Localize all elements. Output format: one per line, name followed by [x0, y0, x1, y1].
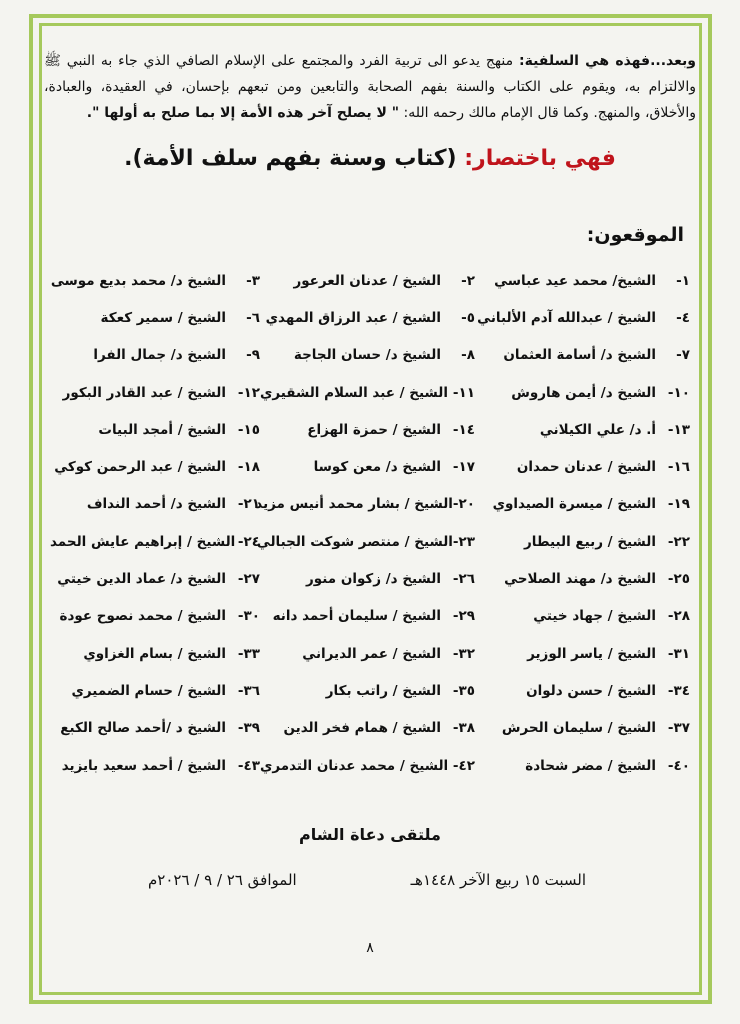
signer-number: ٢٢-	[667, 533, 690, 550]
signer-number: ٣٦-	[237, 682, 260, 699]
signer-name: الشيخ / حمزة الهزاع	[307, 421, 441, 438]
signer-item	[475, 448, 690, 485]
signer-item	[260, 337, 475, 374]
signer-name: الشيخ د/ أحمد النداف	[86, 496, 226, 513]
signer-name: الشيخ/ محمد عيد عباسي	[494, 272, 656, 289]
signer-item	[260, 560, 475, 597]
signer-name: الشيخ / حسن دلوان	[526, 682, 656, 699]
signer-name: الشيخ / أحمد سعيد بايزيد	[61, 757, 226, 774]
signer-name: الشيخ / أمجد البيات	[98, 421, 226, 438]
signer-name: الشيخ د/ معن كوسا	[313, 459, 441, 476]
intro-body: منهج يدعو الى تربية الفرد والمجتمع على الإسلام الصافي الذي جاء به النبي ﷺ والالتزام به، ويقوم على الكتاب والسنة بفهم الصحابة والتابعين ومن تبعهم بإحسان، في العقيدة، والعبادة، والأخلاق، والمنهج. وكما قال الإمام مالك رحمه الله:	[44, 53, 696, 121]
signer-name: الشيخ / سمير كعكة	[100, 309, 226, 326]
signer-item	[50, 448, 260, 485]
signers-list	[50, 262, 690, 784]
signer-number: ٣٠-	[237, 608, 260, 625]
signer-number: ٣٨-	[452, 720, 475, 737]
signer-item	[475, 598, 690, 635]
signer-item	[475, 560, 690, 597]
signer-name: الشيخ / بسام الغزاوي	[83, 645, 226, 662]
signer-item	[50, 710, 260, 747]
signer-item	[475, 523, 690, 560]
signer-name: الشيخ / عبد القادر البكور	[62, 384, 226, 401]
signer-number: ٤٠-	[667, 757, 690, 774]
signer-name: الشيخ / همام فخر الدين	[283, 720, 441, 737]
document-page	[44, 28, 696, 990]
signer-item	[475, 374, 690, 411]
signer-item	[475, 337, 690, 374]
signer-number: ٢٨-	[667, 608, 690, 625]
signer-item	[50, 635, 260, 672]
signer-name: الشيخ / عدنان حمدان	[516, 459, 656, 476]
page-number: ٨	[366, 940, 374, 956]
signer-item	[260, 635, 475, 672]
signers-heading: الموقعون:	[586, 224, 684, 246]
signer-number: ٣٤-	[667, 682, 690, 699]
signer-name: الشيخ / إبراهيم عايش الحمد	[50, 533, 236, 550]
signer-item	[260, 411, 475, 448]
signer-number: ٤-	[676, 309, 690, 326]
signer-number: ٢٦-	[452, 571, 475, 588]
signer-number: ٢٧-	[237, 571, 260, 588]
signer-name: الشيخ / مضر شحادة	[525, 757, 656, 774]
signer-item	[50, 523, 260, 560]
signer-item	[50, 598, 260, 635]
signer-name: الشيخ د/ زكوان منور	[306, 571, 441, 588]
signer-item	[475, 635, 690, 672]
signer-number: ٢٠-	[452, 496, 475, 513]
signer-item	[50, 672, 260, 709]
signer-name: الشيخ د/ مهند الصلاحي	[504, 571, 656, 588]
signer-item	[475, 262, 690, 299]
signer-number: ٣-	[246, 272, 260, 289]
signer-number: ١١-	[452, 384, 475, 401]
signer-number: ٢٥-	[667, 571, 690, 588]
signer-item	[260, 448, 475, 485]
signer-item	[255, 486, 475, 523]
signer-item	[50, 486, 260, 523]
signer-number: ٣٧-	[667, 720, 690, 737]
signer-number: ٣٢-	[452, 645, 475, 662]
signer-name: الشيخ / ربيع البيطار	[524, 533, 656, 550]
signer-name: الشيخ / ياسر الوزير	[527, 645, 656, 662]
signer-name: الشيخ / جهاد خيتي	[533, 608, 656, 625]
signer-item	[260, 747, 475, 784]
signer-item	[475, 411, 690, 448]
signer-item	[475, 486, 690, 523]
signer-number: ٢٣-	[452, 533, 475, 550]
signer-number: ١-	[676, 272, 690, 289]
signer-number: ٣٩-	[237, 720, 260, 737]
signer-number: ١٧-	[452, 459, 475, 476]
signer-name: الشيخ د/ أسامة العثمان	[503, 347, 656, 364]
signer-name: الشيخ / راتب بكار	[325, 682, 441, 699]
signer-item	[50, 262, 260, 299]
signer-number: ١٤-	[452, 421, 475, 438]
signer-item	[475, 710, 690, 747]
signer-item	[475, 747, 690, 784]
signer-item	[260, 672, 475, 709]
date-hijri: السبت ١٥ ربيع الآخر ١٤٤٨هـ	[410, 871, 586, 889]
signer-name: الشيخ د/ محمد بديع موسى	[50, 272, 226, 289]
signer-name: الشيخ / عبدالله آدم الألباني	[477, 309, 656, 326]
date-gregorian: الموافق ٢٦ / ٩ / ٢٠٢٦م	[148, 871, 297, 889]
signer-name: الشيخ / حسام الضميري	[71, 682, 226, 699]
summary-lead: فهي باختصار:	[456, 146, 616, 171]
intro-quote: " لا يصلح آخر هذه الأمة إلا بما صلح به أولها ".	[86, 105, 400, 121]
signer-name: الشيخ / عبد الرحمن كوكي	[54, 459, 226, 476]
signer-number: ٣٣-	[237, 645, 260, 662]
signer-number: ٥-	[461, 309, 475, 326]
intro-lead: وبعد...فهذه هي السلفية:	[518, 53, 696, 69]
signer-item	[475, 672, 690, 709]
signer-number: ١٥-	[237, 421, 260, 438]
signer-item	[260, 262, 475, 299]
signer-item	[256, 523, 475, 560]
signer-number: ١٩-	[667, 496, 690, 513]
summary-text: (كتاب وسنة بفهم سلف الأمة).	[124, 146, 457, 171]
signer-item	[475, 299, 690, 336]
summary-line	[44, 146, 696, 171]
signer-item	[50, 299, 260, 336]
signer-number: ٦-	[246, 309, 260, 326]
signer-name: الشيخ / عدنان العرعور	[293, 272, 441, 289]
signer-number: ٢٩-	[452, 608, 475, 625]
signer-item	[50, 337, 260, 374]
signer-name: الشيخ / عبد السلام الشقيري	[260, 384, 448, 401]
signer-number: ٣٥-	[452, 682, 475, 699]
signer-name: أ. د/ علي الكيلاني	[539, 421, 656, 438]
signer-number: ٢-	[461, 272, 475, 289]
organization-name: ملتقى دعاة الشام	[299, 825, 441, 844]
signer-name: الشيخ / محمد نصوح عودة	[59, 608, 226, 625]
signer-name: الشيخ د/ أيمن هاروش	[511, 384, 656, 401]
signer-number: ١٢-	[237, 384, 260, 401]
signer-number: ٤٣-	[237, 757, 260, 774]
signer-number: ١٠-	[667, 384, 690, 401]
signer-name: الشيخ / سليمان الحرش	[501, 720, 656, 737]
signer-name: الشيخ د/ حسان الجاجة	[293, 347, 441, 364]
intro-paragraph	[44, 48, 696, 126]
signer-item	[50, 747, 260, 784]
signer-item	[260, 598, 475, 635]
signer-number: ٩-	[246, 347, 260, 364]
signer-item	[260, 299, 475, 336]
signer-number: ١٨-	[237, 459, 260, 476]
signer-name: الشيخ / سليمان أحمد دانه	[272, 608, 441, 625]
signer-item	[50, 374, 260, 411]
signer-number: ١٦-	[667, 459, 690, 476]
signer-name: الشيخ / عمر الديراني	[302, 645, 441, 662]
signer-item	[50, 560, 260, 597]
signer-number: ٧-	[676, 347, 690, 364]
signer-name: الشيخ د /أحمد صالح الكبع	[60, 720, 226, 737]
signer-name: الشيخ / محمد عدنان التدمري	[260, 757, 449, 774]
signer-name: الشيخ / بشار محمد أنيس مزيد	[255, 496, 453, 513]
signer-number: ٨-	[461, 347, 475, 364]
signer-number: ٢١-	[237, 496, 260, 513]
signer-name: الشيخ د/ جمال الفرا	[93, 347, 226, 364]
signer-item	[50, 411, 260, 448]
signer-name: الشيخ د/ عماد الدين خيتي	[57, 571, 226, 588]
signer-number: ٢٤-	[237, 533, 260, 550]
signer-name: الشيخ / منتصر شوكت الجبالي	[256, 533, 453, 550]
signer-number: ٤٢-	[452, 757, 475, 774]
signer-item	[260, 710, 475, 747]
signer-number: ٣١-	[667, 645, 690, 662]
signer-item	[260, 374, 475, 411]
signer-name: الشيخ / ميسرة الصيداوي	[492, 496, 656, 513]
signer-name: الشيخ / عبد الرزاق المهدي	[265, 309, 441, 326]
signer-number: ١٣-	[667, 421, 690, 438]
